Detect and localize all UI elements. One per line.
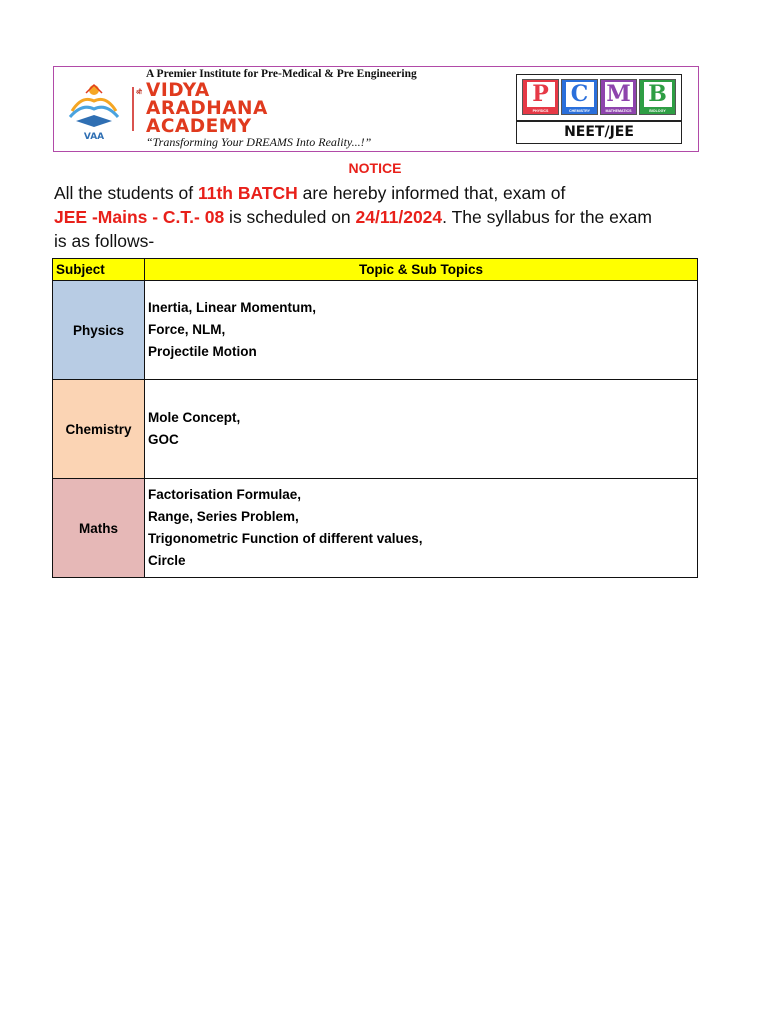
topic-item: GOC bbox=[148, 432, 179, 447]
logo-text: VAA bbox=[83, 132, 105, 142]
notice-title: NOTICE bbox=[348, 160, 402, 176]
notice-line-1 bbox=[54, 181, 565, 205]
pcmb-tile-physics bbox=[522, 79, 559, 115]
notice-text: All the students of bbox=[54, 183, 198, 203]
sri-prefix: श्री bbox=[136, 90, 142, 96]
table-header-row bbox=[53, 259, 698, 281]
institute-tagline: A Premier Institute for Pre-Medical & Pre Engineering bbox=[146, 68, 417, 80]
academy-logo bbox=[62, 81, 126, 143]
topics-chemistry bbox=[145, 380, 698, 479]
pcmb-tile-chemistry bbox=[561, 79, 598, 115]
pcmb-divider bbox=[517, 120, 681, 122]
topic-item: Force, NLM, bbox=[148, 322, 226, 337]
topic-item: Trigonometric Function of different values, bbox=[148, 531, 423, 546]
notice-line-3: is as follows- bbox=[54, 231, 155, 251]
pcmb-tile-biology bbox=[639, 79, 676, 115]
brand-name-line-2: ARADHANA bbox=[146, 98, 268, 119]
batch-name: 11th BATCH bbox=[197, 183, 298, 203]
exam-label: NEET/JEE bbox=[564, 124, 634, 140]
table-row bbox=[53, 479, 698, 578]
notice-line-2 bbox=[54, 205, 652, 229]
pcmb-word: PHYSICS bbox=[532, 109, 549, 113]
table-row bbox=[53, 380, 698, 479]
topic-item: Factorisation Formulae, bbox=[148, 487, 302, 502]
pcmb-letter: B bbox=[644, 82, 672, 107]
topics-physics bbox=[145, 281, 698, 380]
pcmb-letter: C bbox=[566, 82, 594, 107]
table-row bbox=[53, 281, 698, 380]
pcmb-tiles bbox=[522, 79, 676, 115]
pcmb-word: CHEMISTRY bbox=[568, 109, 591, 113]
exam-name: JEE -Mains - C.T.- 08 bbox=[54, 207, 225, 227]
header-banner bbox=[53, 66, 699, 152]
subject-maths: Maths bbox=[53, 479, 145, 578]
topics-maths bbox=[145, 479, 698, 578]
notice-text: . The syllabus for the exam bbox=[442, 207, 652, 227]
header-subject: Subject bbox=[53, 259, 145, 281]
pcmb-word: BIOLOGY bbox=[649, 109, 666, 113]
header-topics: Topic & Sub Topics bbox=[145, 259, 698, 281]
pcmb-tile-mathematics bbox=[600, 79, 637, 115]
brand-name-line-3: ACADEMY bbox=[146, 116, 252, 137]
motto: “Transforming Your DREAMS Into Reality...!” bbox=[146, 135, 372, 149]
logo-divider bbox=[132, 87, 134, 131]
notice-text: are hereby informed that, exam of bbox=[297, 183, 566, 203]
topic-item: Inertia, Linear Momentum, bbox=[148, 300, 317, 315]
topic-item: Range, Series Problem, bbox=[148, 509, 299, 524]
brand-name-line-1: VIDYA bbox=[146, 80, 210, 101]
topic-item: Circle bbox=[148, 553, 186, 568]
pcmb-word: MATHEMATICS bbox=[605, 109, 632, 113]
exam-date: 24/11/2024 bbox=[355, 207, 443, 227]
pcmb-letter: P bbox=[527, 82, 555, 107]
subject-physics: Physics bbox=[53, 281, 145, 380]
pcmb-letter: M bbox=[606, 81, 631, 107]
notice-text: is scheduled on bbox=[224, 207, 356, 227]
topic-item: Projectile Motion bbox=[148, 344, 257, 359]
subject-chemistry: Chemistry bbox=[53, 380, 145, 479]
syllabus-table bbox=[52, 258, 698, 578]
pcmb-badge bbox=[516, 74, 682, 144]
topic-item: Mole Concept, bbox=[148, 410, 241, 425]
